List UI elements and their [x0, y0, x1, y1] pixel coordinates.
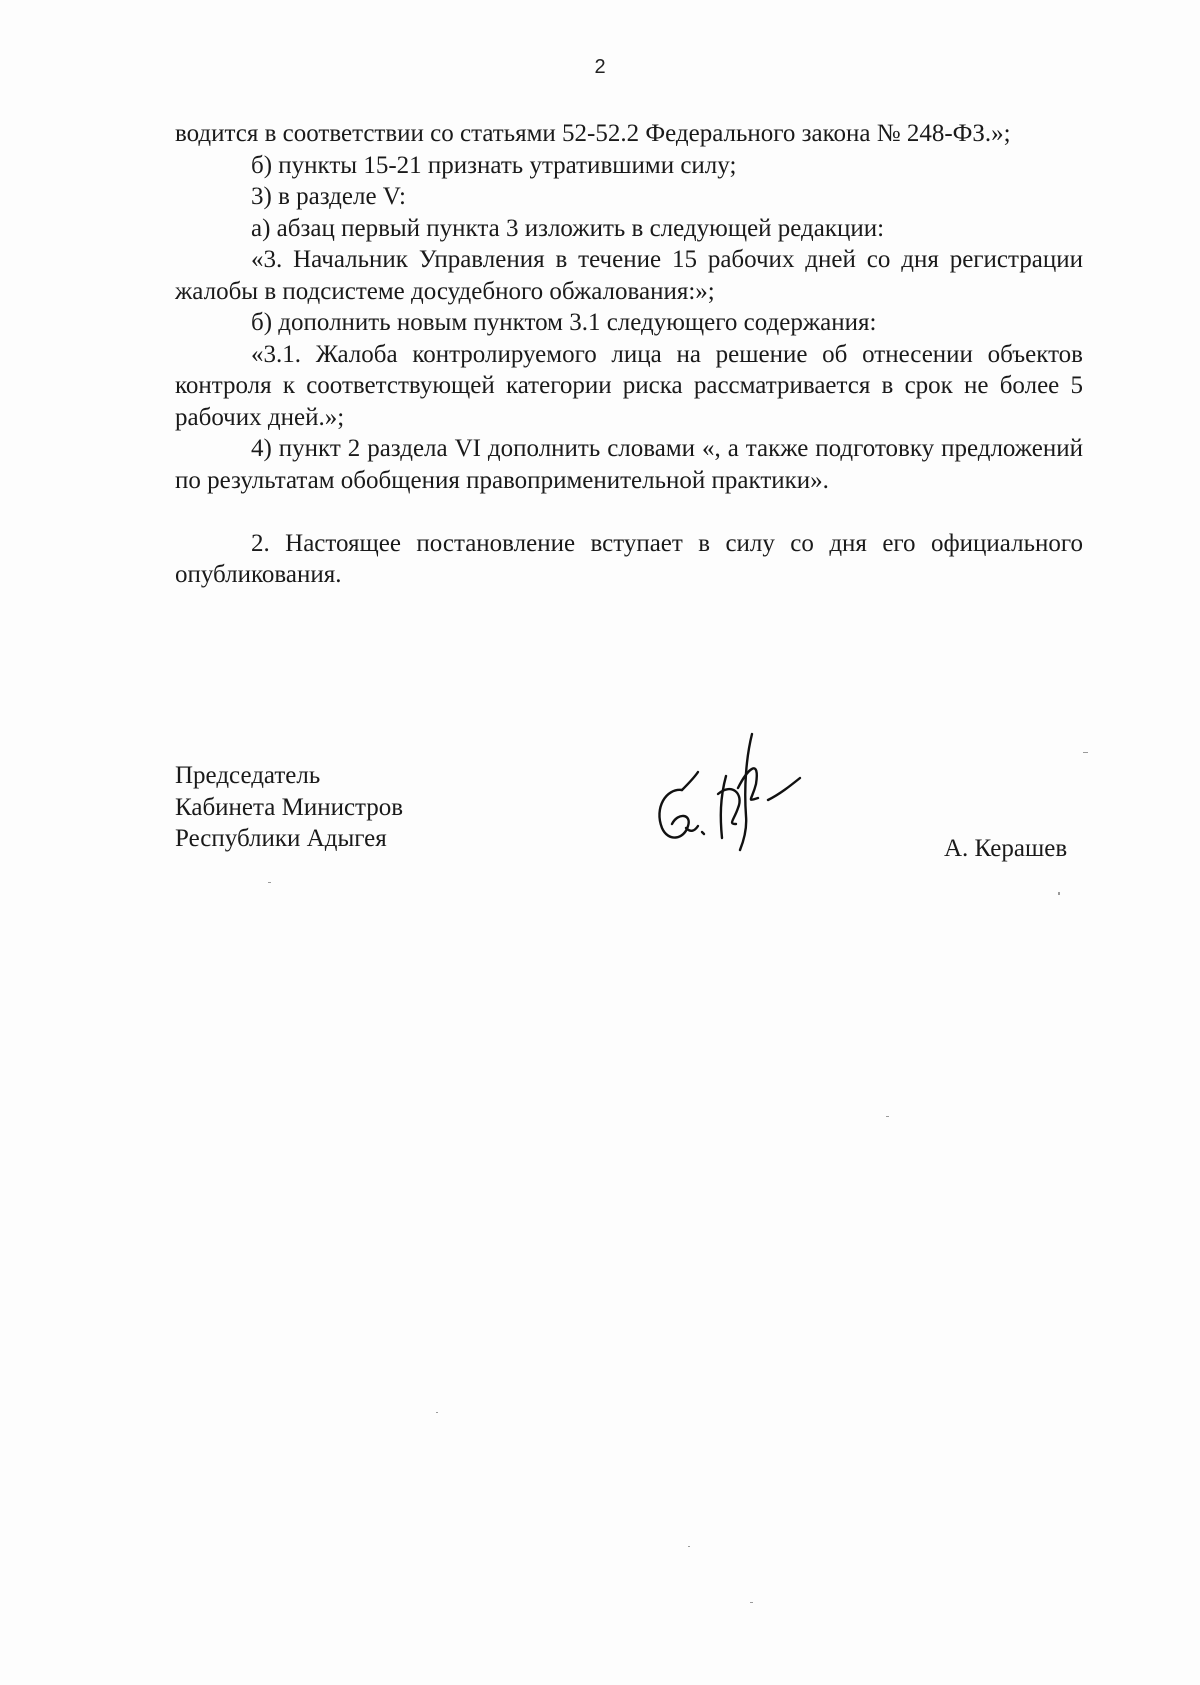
scan-speck — [436, 1412, 438, 1413]
signatory-position — [175, 760, 403, 855]
signer-name: А. Керашев — [944, 835, 1068, 862]
paragraph-item-4-section-vi: 4) пункт 2 раздела VI дополнить словами «, а также подготовку предложений по результатам обобщения правоприменительной практики». — [175, 435, 1083, 494]
paragraph-item-a-first-paragraph: а) абзац первый пункта 3 изложить в следующей редакции: — [251, 214, 885, 242]
paragraph-continuation: водится в соответствии со статьями 52-52.2 Федерального закона № 248-ФЗ.»; — [175, 120, 1011, 147]
scan-speck — [268, 882, 271, 883]
paragraph-entry-into-force: 2. Настоящее постановление вступает в силу со дня его официального опубликования. — [175, 529, 1083, 588]
paragraph-item-b-add-point: б) дополнить новым пунктом 3.1 следующего содержания: — [251, 309, 877, 336]
scan-speck — [688, 1546, 690, 1547]
signatory-position-line: Председатель — [175, 762, 321, 789]
signatory-position-line: Кабинета Министров — [175, 793, 404, 821]
paragraph-quote-3: «3. Начальник Управления в течение 15 рабочих дней со дня регистрации жалобы в подсистеме досудебного обжалования:»; — [175, 246, 1083, 305]
scan-speck — [1058, 892, 1060, 895]
scan-speck — [886, 1116, 889, 1117]
paragraph-quote-3-1: «3.1. Жалоба контролируемого лица на решение об отнесении объектов контроля к соответствующей категории риска рассматривается в срок не более 5 рабочих дней.»; — [175, 340, 1083, 431]
signatory-position-line: Республики Адыгея — [175, 825, 387, 852]
scan-speck — [1083, 752, 1088, 753]
paragraph-item-b-repeal: б) пункты 15-21 признать утратившими силу; — [251, 151, 737, 179]
page-number: 2 — [594, 56, 606, 78]
document-body — [175, 118, 1083, 591]
scan-speck — [750, 1602, 753, 1603]
handwritten-signature — [648, 728, 818, 868]
paragraph-item-3-section-v: 3) в разделе V: — [251, 183, 406, 210]
